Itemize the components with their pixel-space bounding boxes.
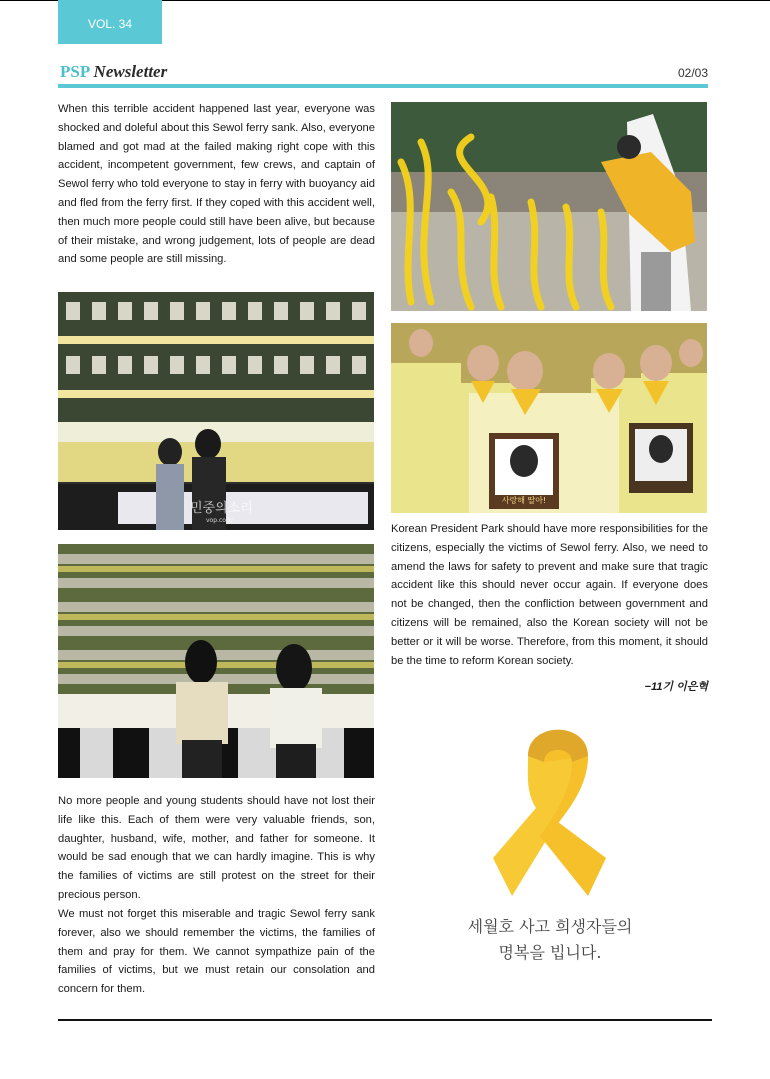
students-memorial-photo <box>58 544 374 778</box>
memorial-altar-photo <box>58 292 374 530</box>
article-paragraph-3: We must not forget this miserable and tragic Sewol ferry sank forever, also we should remember the victims, the families of them and pray for them. We cannot sympathize pain of the families of victims, but we must retain our consolation and concern for them. <box>58 908 375 996</box>
memorial-line-2: 명복을 빕니다. <box>498 943 602 962</box>
yellow-ribbons-photo <box>391 102 707 311</box>
article-paragraph-2: No more people and young students should have not lost their life like this. Each of them were very valuable friends, son, daughter, husband, wife, mother, and father for someone. It would be sad enough that we can hardly imagine. This is why the families of victims are still protest on the street for their precious person. <box>58 795 375 901</box>
brand-prefix: PSP <box>60 62 90 81</box>
memorial-message <box>440 914 660 966</box>
article-paragraph-4: Korean President Park should have more responsibilities for the citizens, especially the victims of Sewol ferry. Also, we need to amend the laws for safety to prevent and make sure that tragic accident like this should never occur again. If everyone does not be changed, then the confliction between government and citizens will be remained, also the Korean society will not be better or it will be worse. Therefore, from this moment, it should be the time to reform Korean society. <box>391 523 708 667</box>
header-rule <box>58 84 708 88</box>
author-byline: −11기 이은혁 <box>644 681 708 693</box>
newsletter-brand <box>60 62 167 82</box>
article-paragraph-1: When this terrible accident happened last year, everyone was shocked and doleful about this Sewol ferry sank. Also, everyone blamed and got mad at the failed making right cope with this accident, incompetent government, few crews, and captain of Sewol ferry who told everyone to stay in ferry with buoyancy aid and fled from the ferry first. If they coped with this accident well, then much more people could still have been alive, but because of their mistake, and wrong judgement, lots of people are dead and some people are still missing. <box>58 103 375 266</box>
photo-watermark: 민중의소리 <box>190 501 253 516</box>
volume-tab: VOL. 34 <box>58 0 162 44</box>
mourners-portraits-photo <box>391 323 707 513</box>
photo-watermark-url: vop.co.kr <box>206 517 234 524</box>
page-number: 02/03 <box>677 66 708 80</box>
brand-name: Newsletter <box>93 62 168 81</box>
memorial-line-1: 세월호 사고 희생자들의 <box>467 917 633 936</box>
portrait-caption: 사랑해 딸아! <box>501 496 547 505</box>
yellow-ribbon-icon <box>488 726 608 906</box>
footer-rule <box>58 1019 712 1021</box>
